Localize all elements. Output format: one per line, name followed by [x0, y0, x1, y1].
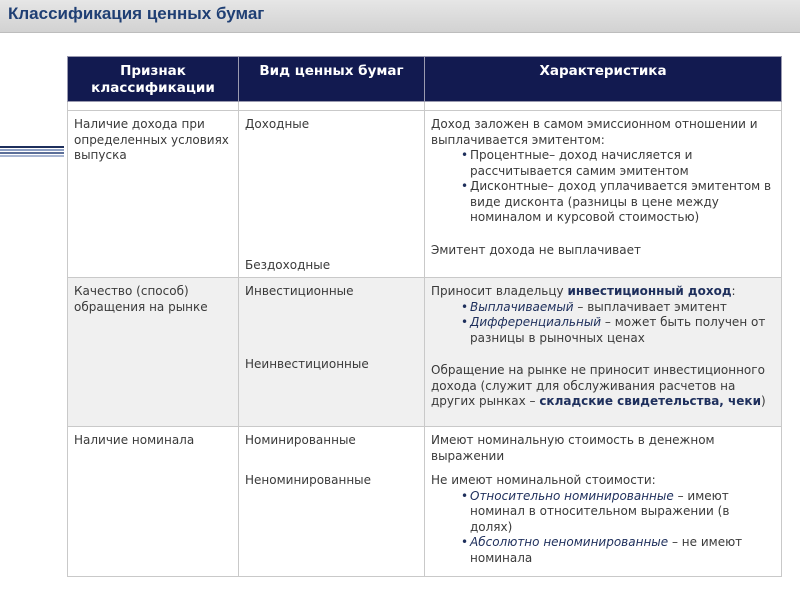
emphasis-italic: Абсолютно неноминированные — [470, 535, 669, 549]
characteristic-text: Не имеют номинальной стоимости: — [431, 473, 656, 487]
text-fragment: – выплачивает эмитент — [573, 299, 727, 314]
type-label: Инвестиционные — [245, 284, 354, 298]
emphasis-italic: Относительно номинированные — [470, 488, 674, 503]
list-item — [461, 535, 775, 566]
characteristic-text — [431, 363, 775, 410]
row-criterion: Наличие номинала — [68, 427, 239, 577]
bullet-list — [461, 300, 775, 347]
type-label: Неноминированные — [245, 472, 372, 487]
page-title: Классификация ценных бумаг — [8, 4, 265, 23]
row-characteristic — [425, 427, 782, 577]
list-item — [461, 315, 775, 346]
bullet-list — [461, 148, 775, 226]
row-characteristic — [425, 111, 782, 278]
emphasis-bold: складские свидетельства, чеки — [539, 394, 761, 408]
list-item — [461, 489, 775, 536]
row-types — [239, 427, 425, 577]
classification-table — [67, 56, 782, 577]
emphasis-italic: Выплачиваемый — [470, 299, 574, 314]
type-label: Доходные — [245, 117, 310, 131]
header-criterion: Признак классификации — [68, 57, 239, 102]
type-label: Неинвестиционные — [245, 356, 369, 371]
list-item — [461, 300, 775, 316]
bullet-list — [461, 489, 775, 567]
characteristic-text: Имеют номинальную стоимость в денежном выражении — [431, 433, 715, 463]
type-label: Номинированные — [245, 433, 356, 447]
emphasis-italic: Дифференциальный — [470, 315, 602, 329]
row-characteristic — [425, 278, 782, 427]
characteristic-text: Доход заложен в самом эмиссионном отношении и выплачивается эмитентом: — [431, 117, 758, 147]
title-bar — [0, 0, 800, 33]
list-item: • Процентные– доход начисляется и рассчитывается самим эмитентом — [461, 148, 775, 179]
row-types — [239, 278, 425, 427]
emphasis-bold: инвестиционный доход — [567, 284, 732, 298]
row-types — [239, 111, 425, 278]
characteristic-text: Эмитент дохода не выплачивает — [431, 242, 641, 257]
text-fragment: Обращение на рынке не приносит инвестиционного дохода (служит для обслуживания расчетов на других рынках – — [431, 363, 765, 408]
header-characteristic: Характеристика — [425, 57, 782, 102]
row-criterion: Качество (способ) обращения на рынке — [68, 278, 239, 427]
text-fragment: ) — [760, 394, 766, 408]
table-header-row — [68, 57, 782, 102]
list-item: • Дисконтные– доход уплачивается эмитентом в виде дисконта (разницы в цене между номиналом и курсовой стоимостью) — [461, 179, 775, 226]
header-type: Вид ценных бумаг — [239, 57, 425, 102]
text-fragment: – имеют номинал в относительном выражении (в долях) — [470, 488, 730, 534]
text-fragment: – может быть получен от разницы в рыночных ценах — [470, 315, 766, 345]
row-criterion: Наличие дохода при определенных условиях выпуска — [68, 111, 239, 278]
table-row — [68, 278, 782, 427]
characteristic-text — [431, 284, 775, 300]
table-row — [68, 427, 782, 577]
text-fragment: Приносит владельцу — [431, 284, 568, 298]
text-fragment: : — [731, 284, 736, 298]
table-row — [68, 111, 782, 278]
decorative-stripes — [0, 146, 64, 162]
type-label: Бездоходные — [245, 257, 331, 272]
text-fragment: – не имеют номинала — [470, 535, 743, 565]
